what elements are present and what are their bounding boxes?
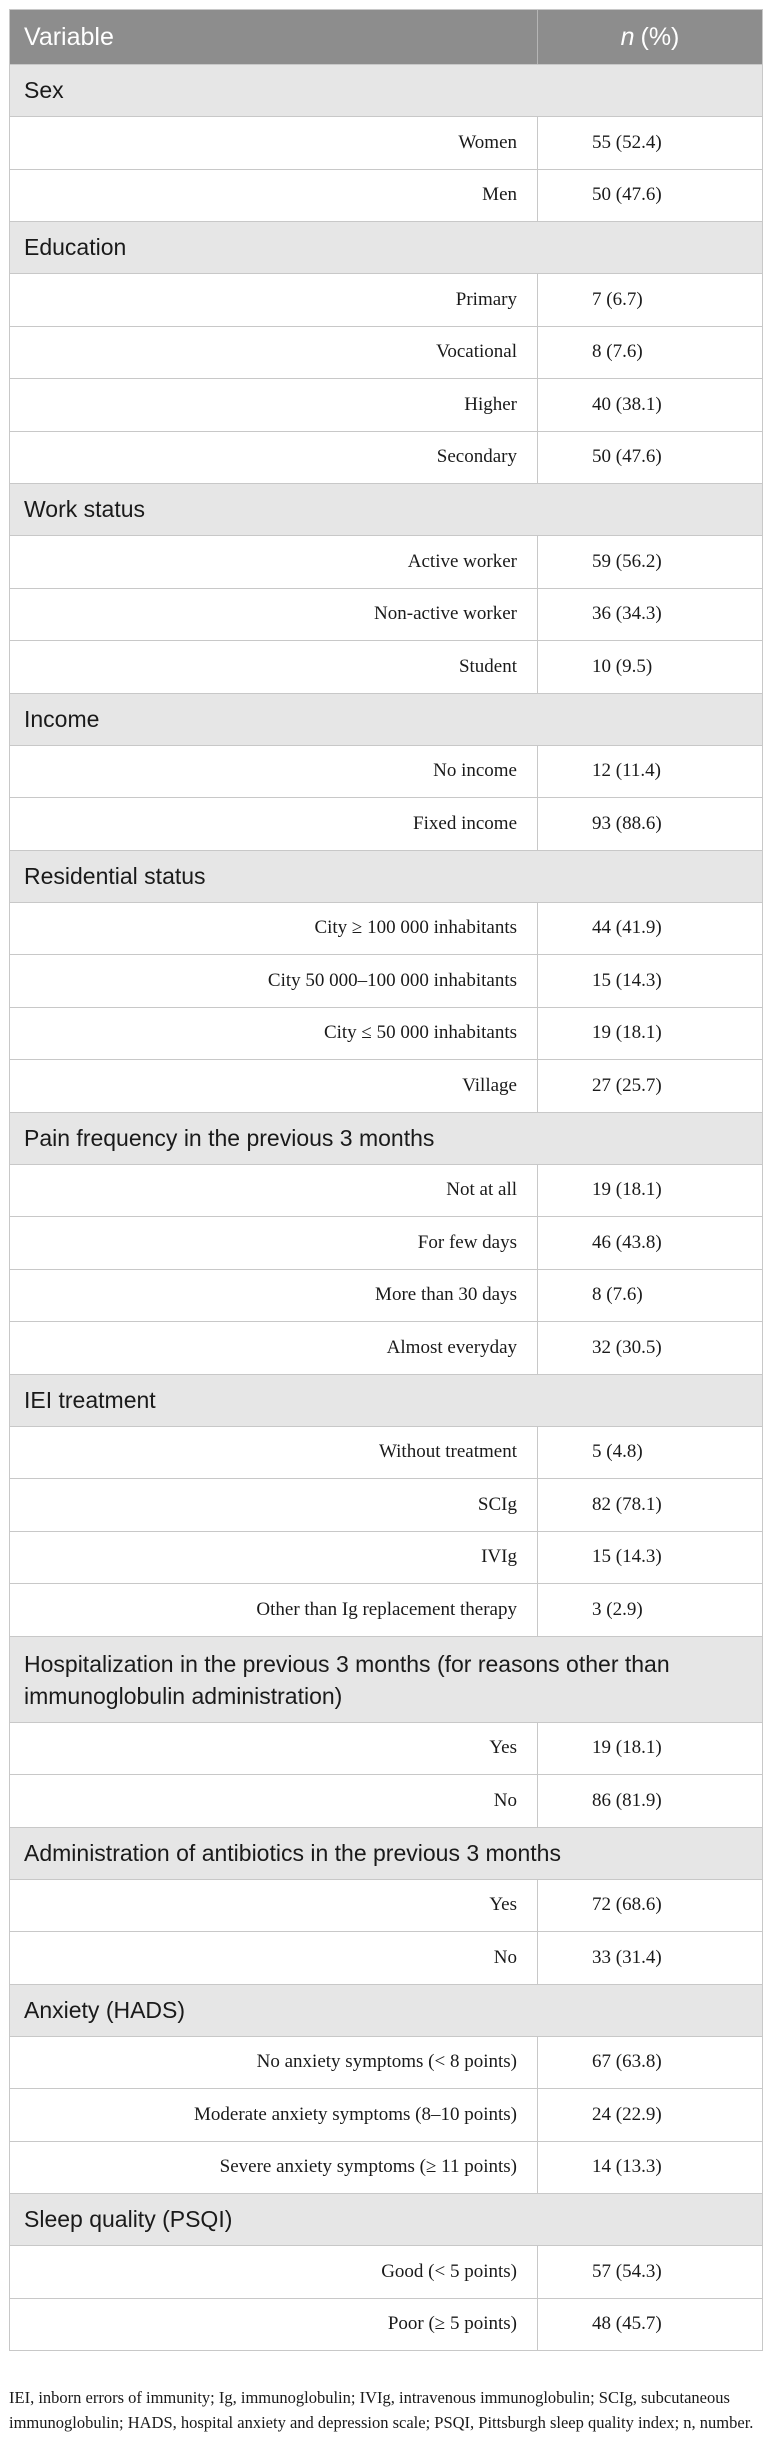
section-heading: Residential status	[10, 850, 762, 902]
row-label: Good (< 5 points)	[10, 2246, 538, 2298]
table-row	[10, 2141, 762, 2194]
row-value: 24 (22.9)	[592, 2103, 662, 2125]
row-value: 33 (31.4)	[592, 1946, 662, 1968]
row-label: No income	[10, 746, 538, 798]
table-row	[10, 2036, 762, 2089]
row-label: Severe anxiety symptoms (≥ 11 points)	[10, 2142, 538, 2194]
table-row	[10, 797, 762, 850]
section-heading: Pain frequency in the previous 3 months	[10, 1112, 762, 1164]
table-header	[10, 10, 762, 64]
table-row	[10, 169, 762, 222]
row-label: Higher	[10, 379, 538, 431]
section-heading: Income	[10, 693, 762, 745]
row-label: More than 30 days	[10, 1270, 538, 1322]
row-value: 10 (9.5)	[592, 655, 653, 677]
row-value: 72 (68.6)	[592, 1894, 662, 1916]
table-row	[10, 902, 762, 955]
row-label: Active worker	[10, 536, 538, 588]
data-table	[9, 9, 763, 2351]
row-value: 19 (18.1)	[592, 1737, 662, 1759]
row-label: Secondary	[10, 432, 538, 484]
row-value: 19 (18.1)	[592, 1022, 662, 1044]
row-label: Primary	[10, 274, 538, 326]
table-row	[10, 1216, 762, 1269]
row-label: City ≤ 50 000 inhabitants	[10, 1008, 538, 1060]
row-label: No anxiety symptoms (< 8 points)	[10, 2037, 538, 2089]
table-row	[10, 326, 762, 379]
table-row	[10, 1059, 762, 1112]
row-value: 27 (25.7)	[592, 1074, 662, 1096]
row-label: Almost everyday	[10, 1322, 538, 1374]
section-heading: Education	[10, 221, 762, 273]
table-footnote: IEI, inborn errors of immunity; Ig, immunoglobulin; IVIg, intravenous immunoglobulin; SCIg, subcutaneous immunoglobulin; HADS, hospital anxiety and depression scale; PSQI, Pittsburgh sleep quality index; n, number.	[9, 2388, 754, 2432]
section-heading: Hospitalization in the previous 3 months (for reasons other than immunoglobulin administration)	[10, 1636, 762, 1722]
row-label: IVIg	[10, 1532, 538, 1584]
row-value: 15 (14.3)	[592, 969, 662, 991]
header-percent: (%)	[640, 22, 680, 51]
row-value: 59 (56.2)	[592, 550, 662, 572]
table-row	[10, 273, 762, 326]
row-value: 86 (81.9)	[592, 1789, 662, 1811]
section-heading: Sex	[10, 64, 762, 116]
row-label: Not at all	[10, 1165, 538, 1217]
row-value: 7 (6.7)	[592, 288, 643, 310]
row-value: 36 (34.3)	[592, 603, 662, 625]
row-value: 8 (7.6)	[592, 341, 643, 363]
row-value: 40 (38.1)	[592, 393, 662, 415]
row-value: 12 (11.4)	[592, 760, 661, 782]
table-row	[10, 431, 762, 484]
table-row	[10, 1321, 762, 1374]
row-label: Moderate anxiety symptoms (8–10 points)	[10, 2089, 538, 2141]
table-row	[10, 535, 762, 588]
row-value: 8 (7.6)	[592, 1284, 643, 1306]
row-value: 32 (30.5)	[592, 1336, 662, 1358]
row-value: 3 (2.9)	[592, 1598, 643, 1620]
table-row	[10, 745, 762, 798]
row-value: 55 (52.4)	[592, 131, 662, 153]
row-value: 15 (14.3)	[592, 1546, 662, 1568]
row-value: 57 (54.3)	[592, 2260, 662, 2282]
table-row	[10, 1879, 762, 1932]
table-row	[10, 1931, 762, 1984]
table-row	[10, 954, 762, 1007]
table-row	[10, 1269, 762, 1322]
section-heading: IEI treatment	[10, 1374, 762, 1426]
table-row	[10, 2245, 762, 2298]
header-n-percent	[538, 10, 762, 64]
header-n: n	[620, 22, 635, 51]
row-label: Student	[10, 641, 538, 693]
row-label: No	[10, 1775, 538, 1827]
table-row	[10, 2298, 762, 2351]
table-row	[10, 1478, 762, 1531]
row-value: 82 (78.1)	[592, 1493, 662, 1515]
table-row	[10, 1774, 762, 1827]
section-heading: Administration of antibiotics in the previous 3 months	[10, 1827, 762, 1879]
table-row	[10, 2088, 762, 2141]
table-row	[10, 1722, 762, 1775]
row-label: Vocational	[10, 327, 538, 379]
row-value: 93 (88.6)	[592, 812, 662, 834]
table-row	[10, 1583, 762, 1636]
table-row	[10, 1426, 762, 1479]
row-label: SCIg	[10, 1479, 538, 1531]
table-row	[10, 378, 762, 431]
row-label: Non-active worker	[10, 589, 538, 641]
header-variable: Variable	[10, 10, 538, 64]
row-label: Men	[10, 170, 538, 222]
table-row	[10, 1531, 762, 1584]
row-value: 50 (47.6)	[592, 446, 662, 468]
table-body	[10, 64, 762, 2350]
section-heading: Anxiety (HADS)	[10, 1984, 762, 2036]
row-label: For few days	[10, 1217, 538, 1269]
table-row	[10, 116, 762, 169]
row-label: Other than Ig replacement therapy	[10, 1584, 538, 1636]
table-row	[10, 1007, 762, 1060]
row-value: 14 (13.3)	[592, 2156, 662, 2178]
table-row	[10, 1164, 762, 1217]
row-value: 19 (18.1)	[592, 1179, 662, 1201]
row-value: 44 (41.9)	[592, 917, 662, 939]
row-label: Yes	[10, 1880, 538, 1932]
row-label: Poor (≥ 5 points)	[10, 2299, 538, 2351]
row-label: Village	[10, 1060, 538, 1112]
row-label: Women	[10, 117, 538, 169]
row-label: City ≥ 100 000 inhabitants	[10, 903, 538, 955]
section-heading: Sleep quality (PSQI)	[10, 2193, 762, 2245]
table-row	[10, 588, 762, 641]
row-value: 5 (4.8)	[592, 1441, 643, 1463]
row-label: No	[10, 1932, 538, 1984]
row-value: 67 (63.8)	[592, 2051, 662, 2073]
row-label: City 50 000–100 000 inhabitants	[10, 955, 538, 1007]
row-value: 50 (47.6)	[592, 184, 662, 206]
row-label: Fixed income	[10, 798, 538, 850]
row-value: 46 (43.8)	[592, 1231, 662, 1253]
row-label: Yes	[10, 1723, 538, 1775]
section-heading: Work status	[10, 483, 762, 535]
row-label: Without treatment	[10, 1427, 538, 1479]
table-row	[10, 640, 762, 693]
row-value: 48 (45.7)	[592, 2313, 662, 2335]
